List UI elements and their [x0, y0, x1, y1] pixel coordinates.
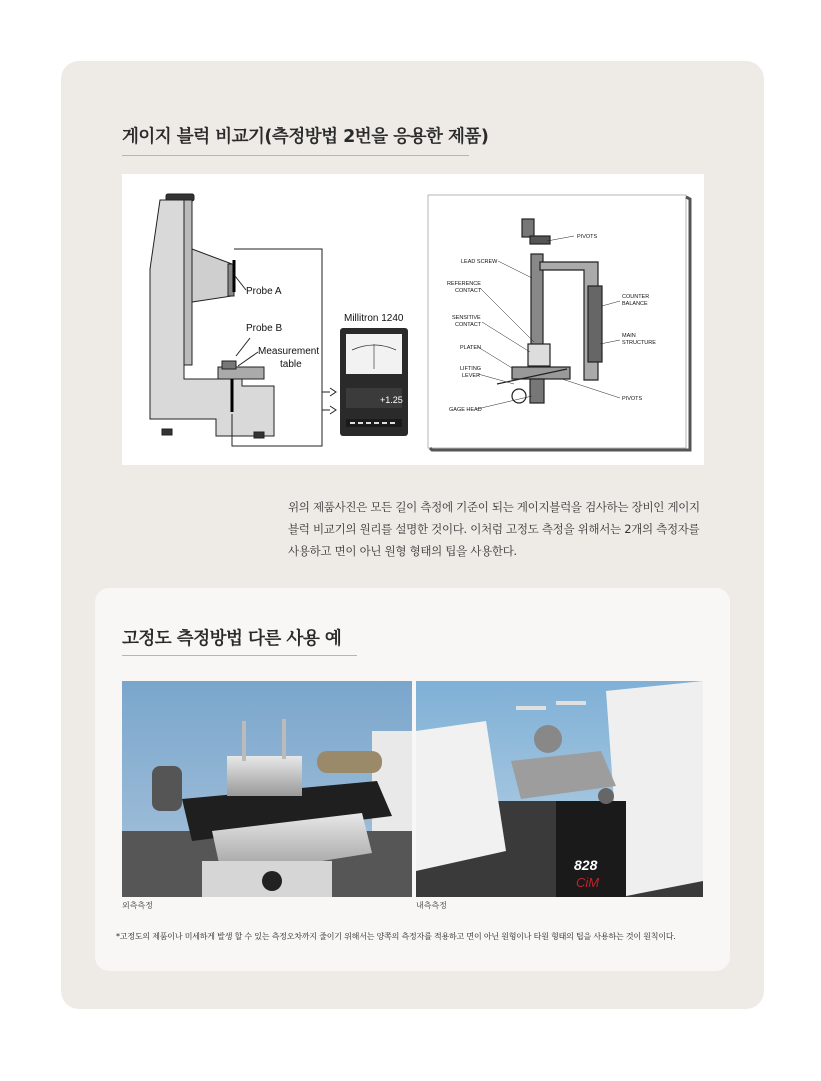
millitron-readout: +1.25	[380, 395, 403, 405]
comparator-body	[150, 200, 274, 436]
measurement-table-label-2: table	[280, 359, 302, 370]
main-structure-label-2: STRUCTURE	[622, 340, 656, 346]
probe-b-leader	[236, 338, 250, 356]
measurement-table-label: Measurement	[258, 346, 320, 357]
sensitive-contact-label: SENSITIVE	[452, 315, 481, 321]
machine-label-number: 828	[574, 857, 598, 873]
comparator-drawing	[150, 194, 336, 446]
platen-label: PLATEN	[460, 345, 481, 351]
lifting-lever-label: LIFTING	[460, 366, 482, 372]
arrow-heads	[330, 388, 336, 414]
caption-inside-measurement: 내측측정	[416, 901, 447, 910]
gauge-block	[222, 361, 236, 369]
millitron-instrument	[340, 328, 408, 436]
foot-left	[162, 429, 172, 435]
description-paragraph	[288, 496, 708, 562]
probe-a-leader	[235, 276, 246, 290]
millitron-label: Millitron 1240	[344, 313, 404, 324]
description-line-3: 사용하고 면이 아닌 원형 형태의 팁을 사용한다.	[288, 544, 517, 558]
sensitive-contact-label-2: CONTACT	[455, 322, 482, 328]
counter-balance-label: COUNTER	[622, 294, 650, 300]
reference-contact-label: REFERENCE	[447, 281, 481, 287]
probe-b-label: Probe B	[246, 323, 283, 334]
machine-label-brand: CiM	[576, 875, 600, 890]
gage-head-label: GAGE HEAD	[449, 407, 482, 413]
foot-right	[254, 432, 264, 438]
section1-title: 게이지 블럭 비교기(측정방법 2번을 응용한 제품)	[122, 127, 489, 147]
gauge-block-comparator-diagram	[122, 174, 704, 465]
lifting-lever-label-2: LEVER	[462, 373, 481, 379]
section1-title-underline	[122, 155, 469, 156]
main-structure-label: MAIN	[622, 333, 636, 339]
probe-arm	[192, 249, 232, 302]
reference-contact-label-2: CONTACT	[455, 288, 482, 294]
outside-measurement-photo	[122, 681, 412, 897]
section2-title-underline	[122, 655, 357, 656]
section2-title: 고정도 측정방법 다른 사용 예	[122, 629, 342, 649]
counter-balance-label-2: BALANCE	[622, 301, 648, 307]
caption-outside-measurement: 외측측정	[122, 901, 153, 910]
inside-measurement-photo	[416, 681, 703, 897]
lead-screw-label: LEAD SCREW	[461, 259, 498, 265]
probe-a-label: Probe A	[246, 286, 282, 297]
table-leader	[238, 352, 258, 366]
pivots-bottom-label: PIVOTS	[622, 396, 643, 402]
pivots-top-label: PIVOTS	[577, 234, 598, 240]
column-post	[184, 200, 192, 365]
description-line-2: 블럭 비교기의 원리를 설명한 것이다. 이처럼 고정도 측정을 위해서는 2개의 측정자를	[288, 522, 700, 536]
footnote: *고정도의 제품이나 미세하게 발생 할 수 있는 측정오차까지 줄이기 위해서는 양쪽의 측정자를 적용하고 면이 아닌 원형이나 타원 형태의 팁을 사용하는 것이 원칙이다.	[116, 932, 676, 941]
description-line-1: 위의 제품사진은 모든 길이 측정에 기준이 되는 게이지블럭을 검사하는 장비인 게이지	[288, 500, 700, 514]
